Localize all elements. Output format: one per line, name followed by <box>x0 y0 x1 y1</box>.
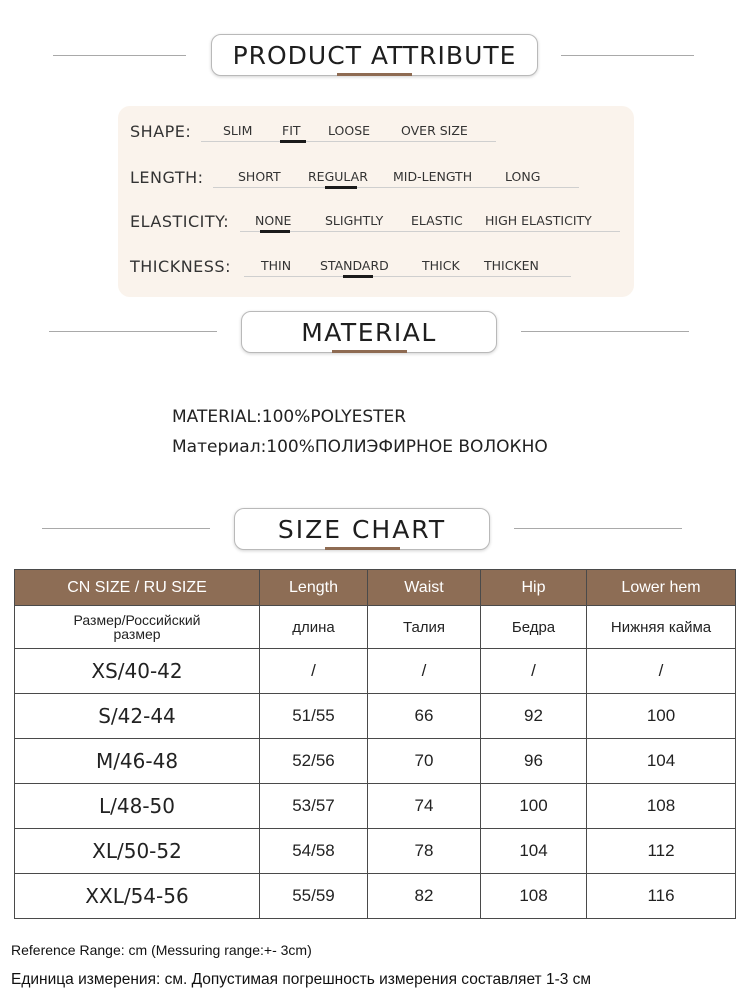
selected-marker <box>260 230 290 233</box>
waist-cell: 74 <box>368 784 481 829</box>
length-cell: 55/59 <box>260 874 368 919</box>
divider-right <box>514 528 682 529</box>
size-cell: XS/40-42 <box>15 649 260 694</box>
attr-option: LOOSE <box>328 123 371 138</box>
table-row <box>15 874 736 919</box>
table-header-row <box>15 570 736 606</box>
waist-cell: 78 <box>368 829 481 874</box>
attr-option: THICKEN <box>484 258 539 273</box>
header-cell: Waist <box>368 570 481 606</box>
attr-row-rule <box>213 187 579 188</box>
attr-option-selected: NONE <box>255 213 292 228</box>
size-cell: XXL/54-56 <box>15 874 260 919</box>
attr-option: MID-LENGTH <box>393 169 473 184</box>
size-chart-title: SIZE CHART <box>277 514 447 544</box>
attr-option-selected: STANDARD <box>320 258 389 273</box>
attr-row-rule <box>244 276 571 277</box>
lower-hem-cell: 104 <box>587 739 736 784</box>
divider-left <box>42 528 210 529</box>
material-english: MATERIAL:100%POLYESTER <box>172 407 407 427</box>
table-row <box>15 694 736 739</box>
lower-hem-cell: 108 <box>587 784 736 829</box>
size-cell: M/46-48 <box>15 739 260 784</box>
hip-cell: / <box>481 649 587 694</box>
attr-label-shape: SHAPE: <box>130 122 192 141</box>
attr-option: THIN <box>261 258 292 273</box>
subheader-cell: Нижняя кайма <box>587 606 736 649</box>
material-russian: Материал:100%ПОЛИЭФИРНОЕ ВОЛОКНО <box>172 437 548 457</box>
table-row <box>15 649 736 694</box>
header-cell: Length <box>260 570 368 606</box>
hip-cell: 108 <box>481 874 587 919</box>
attr-option-selected: FIT <box>282 123 301 138</box>
attr-option: SLIGHTLY <box>325 213 384 228</box>
lower-hem-cell: / <box>587 649 736 694</box>
attribute-title-underline <box>337 73 412 76</box>
attr-row-rule <box>240 231 620 232</box>
size-cell: S/42-44 <box>15 694 260 739</box>
attr-option: LONG <box>505 169 541 184</box>
size-cell: XL/50-52 <box>15 829 260 874</box>
attribute-title-box <box>211 34 538 76</box>
attr-option: ELASTIC <box>411 213 463 228</box>
lower-hem-cell: 100 <box>587 694 736 739</box>
attr-option: OVER SIZE <box>401 123 468 138</box>
selected-marker <box>343 275 373 278</box>
divider-left <box>53 55 186 56</box>
attr-label-length: LENGTH: <box>130 168 204 187</box>
attr-option: THICK <box>422 258 460 273</box>
size-chart-table <box>14 569 736 919</box>
divider-right <box>521 331 689 332</box>
hip-cell: 100 <box>481 784 587 829</box>
length-cell: / <box>260 649 368 694</box>
subheader-cell: длина <box>260 606 368 649</box>
table-row <box>15 829 736 874</box>
attr-option: SHORT <box>238 169 281 184</box>
selected-marker <box>325 186 357 189</box>
reference-note-russian: Единица измерения: см. Допустимая погрешность измерения составляет 1-3 см <box>11 971 592 988</box>
attr-label-elasticity: ELASTICITY: <box>130 212 230 231</box>
attr-option-selected: REGULAR <box>308 169 368 184</box>
attribute-title: PRODUCT ATTRIBUTE <box>232 40 517 70</box>
table-subheader-row <box>15 606 736 649</box>
subheader-cell: Талия <box>368 606 481 649</box>
waist-cell: 66 <box>368 694 481 739</box>
waist-cell: 82 <box>368 874 481 919</box>
lower-hem-cell: 116 <box>587 874 736 919</box>
table-row <box>15 784 736 829</box>
hip-cell: 96 <box>481 739 587 784</box>
length-cell: 54/58 <box>260 829 368 874</box>
waist-cell: 70 <box>368 739 481 784</box>
material-title-underline <box>332 350 407 353</box>
header-cell: Lower hem <box>587 570 736 606</box>
lower-hem-cell: 112 <box>587 829 736 874</box>
size-chart-title-box <box>234 508 490 550</box>
subheader-cell: Бедра <box>481 606 587 649</box>
header-cell: CN SIZE / RU SIZE <box>15 570 260 606</box>
header-cell: Hip <box>481 570 587 606</box>
table-row <box>15 739 736 784</box>
length-cell: 53/57 <box>260 784 368 829</box>
divider-right <box>561 55 694 56</box>
attr-row-rule <box>201 141 496 142</box>
attr-option: HIGH ELASTICITY <box>485 213 592 228</box>
reference-note-english: Reference Range: cm (Messuring range:+- 3cm) <box>11 942 312 958</box>
length-cell: 51/55 <box>260 694 368 739</box>
attr-label-thickness: THICKNESS: <box>130 257 231 276</box>
material-title-box <box>241 311 497 353</box>
attr-option: SLIM <box>223 123 253 138</box>
waist-cell: / <box>368 649 481 694</box>
hip-cell: 104 <box>481 829 587 874</box>
size-chart-title-underline <box>325 547 400 550</box>
divider-left <box>49 331 217 332</box>
selected-marker <box>280 140 306 143</box>
hip-cell: 92 <box>481 694 587 739</box>
size-cell: L/48-50 <box>15 784 260 829</box>
material-title: MATERIAL <box>301 317 437 347</box>
length-cell: 52/56 <box>260 739 368 784</box>
subheader-cell: Размер/Российский размер <box>15 606 260 649</box>
